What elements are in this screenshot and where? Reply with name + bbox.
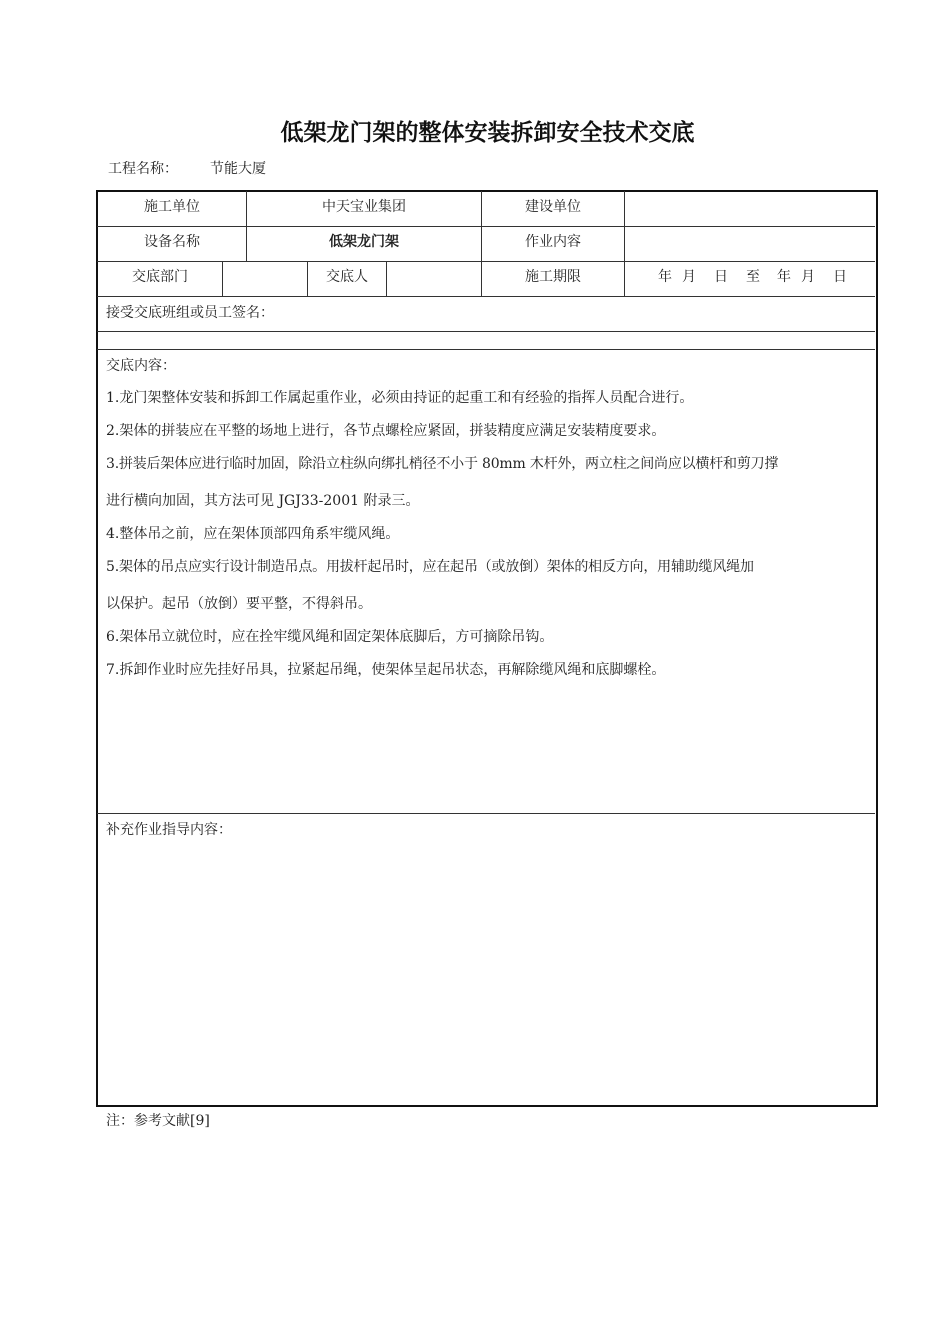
- period-label: 施工期限: [525, 269, 581, 285]
- content-label: 交底内容：: [106, 358, 176, 374]
- period-day-end: 日: [833, 269, 847, 285]
- period-year-end: 年: [777, 269, 791, 285]
- owner-label: 建设单位: [525, 199, 581, 215]
- project-line: [108, 158, 266, 178]
- row-divider: [97, 331, 875, 332]
- disclosure-table: [96, 190, 878, 1107]
- period-to: 至: [746, 269, 760, 285]
- col-divider: [386, 261, 387, 296]
- signature-label: 接受交底班组或员工签名：: [106, 305, 274, 321]
- content-line: 6.架体吊立就位时，应在拴牢缆风绳和固定架体底脚后，方可摘除吊钩。: [106, 629, 554, 645]
- contractor-label: 施工单位: [144, 199, 200, 215]
- content-line: 进行横向加固，其方法可见 JGJ33-2001 附录三。: [106, 493, 420, 509]
- project-name-value: 节能大厦: [210, 161, 266, 177]
- person-label: 交底人: [326, 269, 368, 285]
- equipment-value: 低架龙门架: [329, 234, 399, 250]
- period-month-start: 月: [682, 269, 696, 285]
- period-day-start: 日: [714, 269, 728, 285]
- col-divider: [624, 191, 625, 296]
- document-title: 低架龙门架的整体安装拆卸安全技术交底: [280, 120, 695, 146]
- content-line: 3.拼装后架体应进行临时加固，除沿立柱纵向绑扎梢径不小于 80mm 木杆外，两立柱之间尚应以横杆和剪刀撑: [106, 456, 779, 472]
- supplement-label: 补充作业指导内容：: [106, 822, 232, 838]
- row-divider: [97, 261, 875, 262]
- period-month-end: 月: [801, 269, 815, 285]
- content-line: 以保护。起吊（放倒）要平整，不得斜吊。: [106, 596, 372, 612]
- dept-label: 交底部门: [132, 269, 188, 285]
- row-divider: [97, 296, 875, 297]
- content-line: 4.整体吊之前，应在架体顶部四角系牢缆风绳。: [106, 526, 400, 542]
- equipment-label: 设备名称: [144, 234, 200, 250]
- col-divider: [222, 261, 223, 296]
- contractor-value: 中天宝业集团: [322, 199, 406, 215]
- content-line: 2.架体的拼装应在平整的场地上进行，各节点螺栓应紧固，拼装精度应满足安装精度要求。: [106, 423, 666, 439]
- reference-note: 注：参考文献[9]: [106, 1113, 210, 1129]
- content-line: 5.架体的吊点应实行设计制造吊点。用拔杆起吊时，应在起吊（或放倒）架体的相反方向，用辅助缆风绳加: [106, 559, 754, 575]
- content-line: 7.拆卸作业时应先挂好吊具，拉紧起吊绳，使架体呈起吊状态，再解除缆风绳和底脚螺栓。: [106, 662, 666, 678]
- work-content-label: 作业内容: [525, 234, 581, 250]
- row-divider: [97, 349, 875, 350]
- period-year-start: 年: [658, 269, 672, 285]
- row-divider: [97, 813, 875, 814]
- row-divider: [97, 226, 875, 227]
- content-line: 1.龙门架整体安装和拆卸工作属起重作业，必须由持证的起重工和有经验的指挥人员配合进行。: [106, 390, 694, 406]
- project-name-label: 工程名称：: [108, 161, 178, 177]
